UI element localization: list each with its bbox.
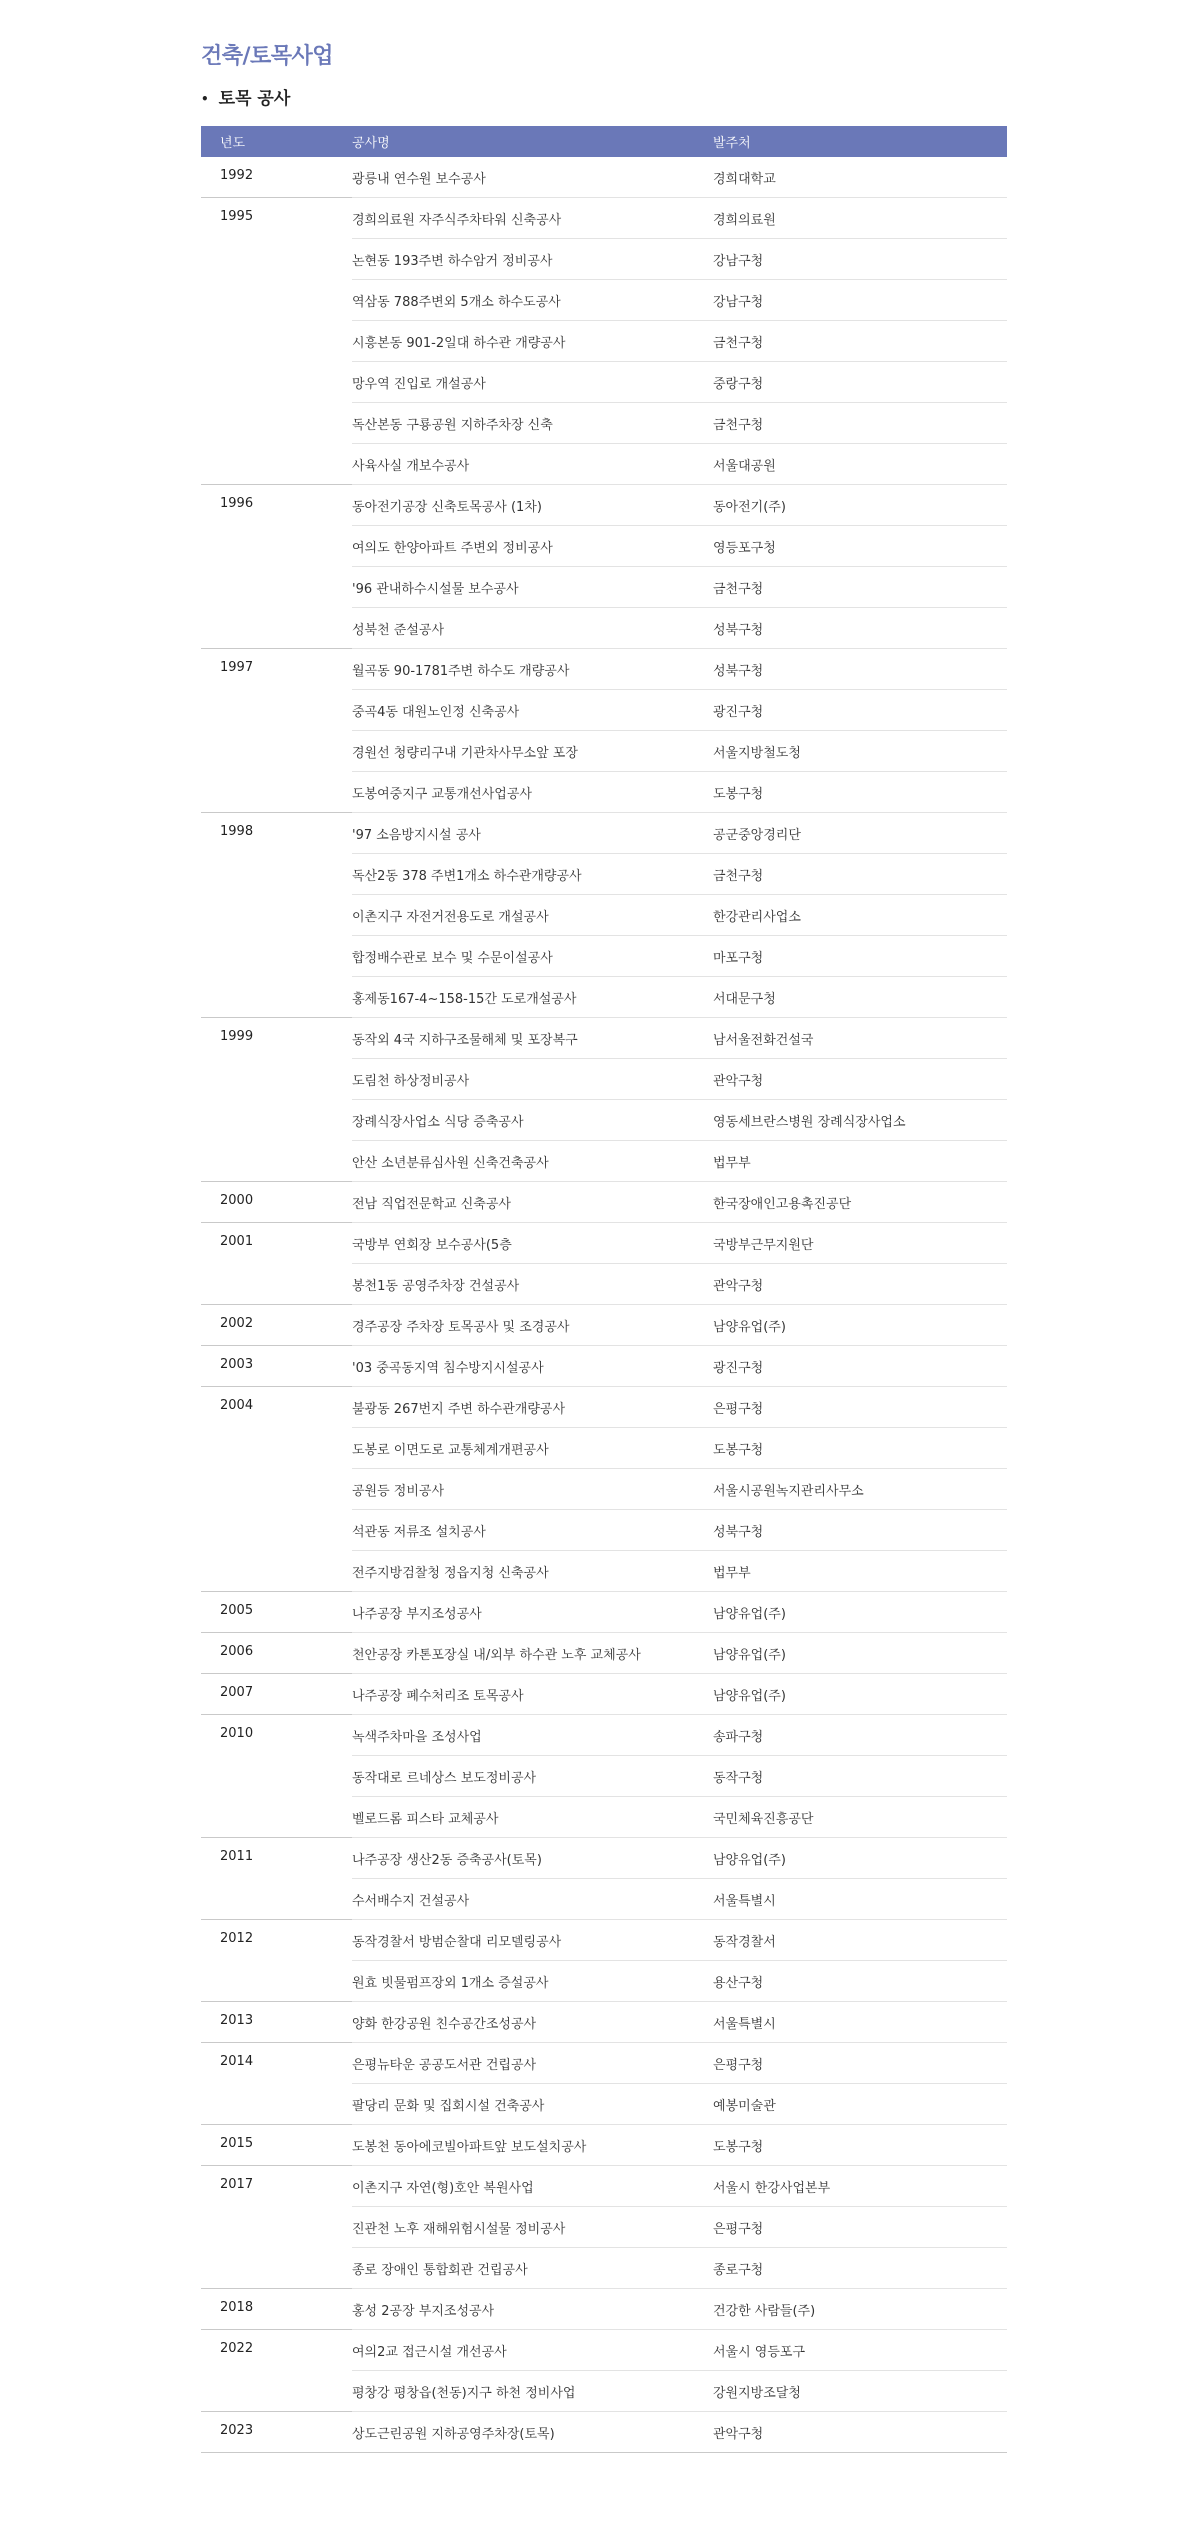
client-cell: 금천구청 [713, 567, 1007, 608]
table-row [201, 1838, 1007, 1879]
table-row [201, 1387, 1007, 1428]
client-cell: 남양유업(주) [713, 1838, 1007, 1879]
table-row [201, 1182, 1007, 1223]
project-name-cell: '03 중곡동지역 침수방지시설공사 [352, 1346, 713, 1387]
client-cell: 은평구청 [713, 2043, 1007, 2084]
project-name-cell: 진관천 노후 재해위험시설물 정비공사 [352, 2207, 713, 2248]
project-name-cell: 평창강 평창읍(천동)지구 하천 정비사업 [352, 2371, 713, 2412]
client-cell: 관악구청 [713, 2412, 1007, 2453]
page-title: 건축/토목사업 [201, 44, 334, 69]
client-cell: 남서울전화건설국 [713, 1018, 1007, 1059]
table-row [201, 1346, 1007, 1387]
year-cell: 2006 [201, 1633, 352, 1674]
table-row [201, 2289, 1007, 2330]
year-cell: 1997 [201, 649, 352, 813]
client-cell: 서울지방철도청 [713, 731, 1007, 772]
year-cell: 2017 [201, 2166, 352, 2289]
client-cell: 용산구청 [713, 1961, 1007, 2002]
client-cell: 광진구청 [713, 690, 1007, 731]
client-cell: 금천구청 [713, 854, 1007, 895]
project-name-cell: 성북천 준설공사 [352, 608, 713, 649]
client-cell: 예봉미술관 [713, 2084, 1007, 2125]
project-name-cell: 동작외 4국 지하구조물해체 및 포장복구 [352, 1018, 713, 1059]
project-name-cell: 수서배수지 건설공사 [352, 1879, 713, 1920]
client-cell: 강원지방조달청 [713, 2371, 1007, 2412]
year-cell: 2012 [201, 1920, 352, 2002]
client-cell: 도봉구청 [713, 2125, 1007, 2166]
client-cell: 동작구청 [713, 1756, 1007, 1797]
year-cell: 2013 [201, 2002, 352, 2043]
year-cell: 2014 [201, 2043, 352, 2125]
project-name-cell: 나주공장 부지조성공사 [352, 1592, 713, 1633]
project-name-cell: 시흥본동 901-2일대 하수관 개량공사 [352, 321, 713, 362]
project-name-cell: 도봉로 이면도로 교통체계개편공사 [352, 1428, 713, 1469]
project-name-cell: 천안공장 카톤포장실 내/외부 하수관 노후 교체공사 [352, 1633, 713, 1674]
year-cell: 1998 [201, 813, 352, 1018]
client-cell: 중랑구청 [713, 362, 1007, 403]
client-cell: 도봉구청 [713, 1428, 1007, 1469]
year-cell: 1995 [201, 198, 352, 485]
table-row [201, 1223, 1007, 1264]
client-cell: 공군중앙경리단 [713, 813, 1007, 854]
year-cell: 2011 [201, 1838, 352, 1920]
table-row [201, 1592, 1007, 1633]
project-name-cell: 공원등 정비공사 [352, 1469, 713, 1510]
project-name-cell: 여의2교 접근시설 개선공사 [352, 2330, 713, 2371]
project-name-cell: 석관동 저류조 설치공사 [352, 1510, 713, 1551]
client-cell: 성북구청 [713, 608, 1007, 649]
client-cell: 경희대학교 [713, 157, 1007, 198]
project-name-cell: 도림천 하상정비공사 [352, 1059, 713, 1100]
year-cell: 2010 [201, 1715, 352, 1838]
header-client: 발주처 [713, 126, 1007, 157]
client-cell: 법무부 [713, 1141, 1007, 1182]
client-cell: 은평구청 [713, 1387, 1007, 1428]
project-name-cell: 광릉내 연수원 보수공사 [352, 157, 713, 198]
client-cell: 서울시공원녹지관리사무소 [713, 1469, 1007, 1510]
project-name-cell: 중곡4동 대원노인정 신축공사 [352, 690, 713, 731]
year-cell: 2018 [201, 2289, 352, 2330]
client-cell: 서울대공원 [713, 444, 1007, 485]
project-name-cell: 나주공장 폐수처리조 토목공사 [352, 1674, 713, 1715]
header-project-name: 공사명 [352, 126, 713, 157]
client-cell: 서울특별시 [713, 2002, 1007, 2043]
project-name-cell: 봉천1동 공영주차장 건설공사 [352, 1264, 713, 1305]
table-row [201, 2330, 1007, 2371]
table-row [201, 1018, 1007, 1059]
project-name-cell: 팔당리 문화 및 집회시설 건축공사 [352, 2084, 713, 2125]
year-cell: 2015 [201, 2125, 352, 2166]
content-container [201, 0, 1007, 2453]
project-name-cell: 홍성 2공장 부지조성공사 [352, 2289, 713, 2330]
client-cell: 서울시 영등포구 [713, 2330, 1007, 2371]
client-cell: 동작경찰서 [713, 1920, 1007, 1961]
project-name-cell: 독산2동 378 주변1개소 하수관개량공사 [352, 854, 713, 895]
project-name-cell: 이촌지구 자전거전용도로 개설공사 [352, 895, 713, 936]
client-cell: 한강관리사업소 [713, 895, 1007, 936]
client-cell: 남양유업(주) [713, 1592, 1007, 1633]
table-row [201, 1674, 1007, 1715]
table-row [201, 813, 1007, 854]
project-name-cell: 양화 한강공원 친수공간조성공사 [352, 2002, 713, 2043]
project-name-cell: 사육사실 개보수공사 [352, 444, 713, 485]
project-name-cell: 여의도 한양아파트 주변외 정비공사 [352, 526, 713, 567]
project-name-cell: '96 관내하수시설물 보수공사 [352, 567, 713, 608]
client-cell: 서울시 한강사업본부 [713, 2166, 1007, 2207]
project-name-cell: 나주공장 생산2동 증축공사(토목) [352, 1838, 713, 1879]
client-cell: 강남구청 [713, 280, 1007, 321]
project-name-cell: 홍제동167-4~158-15간 도로개설공사 [352, 977, 713, 1018]
project-name-cell: 망우역 진입로 개설공사 [352, 362, 713, 403]
project-name-cell: 불광동 267번지 주변 하수관개량공사 [352, 1387, 713, 1428]
client-cell: 남양유업(주) [713, 1633, 1007, 1674]
client-cell: 국방부근무지원단 [713, 1223, 1007, 1264]
project-name-cell: 안산 소년분류심사원 신축건축공사 [352, 1141, 713, 1182]
year-cell: 2007 [201, 1674, 352, 1715]
project-name-cell: 벨로드롬 피스타 교체공사 [352, 1797, 713, 1838]
year-cell: 2001 [201, 1223, 352, 1305]
client-cell: 마포구청 [713, 936, 1007, 977]
table-row [201, 2166, 1007, 2207]
client-cell: 도봉구청 [713, 772, 1007, 813]
project-name-cell: 월곡동 90-1781주변 하수도 개량공사 [352, 649, 713, 690]
client-cell: 영등포구청 [713, 526, 1007, 567]
client-cell: 남양유업(주) [713, 1674, 1007, 1715]
client-cell: 강남구청 [713, 239, 1007, 280]
project-name-cell: 논현동 193주변 하수암거 정비공사 [352, 239, 713, 280]
section-title [201, 84, 1007, 114]
project-name-cell: 합정배수관로 보수 및 수문이설공사 [352, 936, 713, 977]
table-row [201, 2043, 1007, 2084]
project-name-cell: 도봉여중지구 교통개선사업공사 [352, 772, 713, 813]
client-cell: 동아전기(주) [713, 485, 1007, 526]
year-cell: 2000 [201, 1182, 352, 1223]
project-name-cell: 전남 직업전문학교 신축공사 [352, 1182, 713, 1223]
table-row [201, 485, 1007, 526]
client-cell: 서대문구청 [713, 977, 1007, 1018]
client-cell: 건강한 사람들(주) [713, 2289, 1007, 2330]
project-name-cell: 전주지방검찰청 정읍지청 신축공사 [352, 1551, 713, 1592]
project-name-cell: 경희의료원 자주식주차타워 신축공사 [352, 198, 713, 239]
client-cell: 국민체육진흥공단 [713, 1797, 1007, 1838]
project-name-cell: 경주공장 주차장 토목공사 및 조경공사 [352, 1305, 713, 1346]
project-name-cell: 원효 빗물펌프장외 1개소 증설공사 [352, 1961, 713, 2002]
table-body [201, 157, 1007, 2453]
client-cell: 은평구청 [713, 2207, 1007, 2248]
header-year: 년도 [201, 126, 352, 157]
project-name-cell: 도봉천 동아에코빌아파트앞 보도설치공사 [352, 2125, 713, 2166]
project-name-cell: 국방부 연회장 보수공사(5층 [352, 1223, 713, 1264]
project-name-cell: 상도근린공원 지하공영주차장(토목) [352, 2412, 713, 2453]
table-row [201, 198, 1007, 239]
project-name-cell: 은평뉴타운 공공도서관 건립공사 [352, 2043, 713, 2084]
table-row [201, 1920, 1007, 1961]
client-cell: 한국장애인고용촉진공단 [713, 1182, 1007, 1223]
table-header [201, 126, 1007, 157]
project-name-cell: 동아전기공장 신축토목공사 (1차) [352, 485, 713, 526]
table-row [201, 1715, 1007, 1756]
project-name-cell: 이촌지구 자연(형)호안 복원사업 [352, 2166, 713, 2207]
table-row [201, 157, 1007, 198]
project-name-cell: 녹색주차마을 조성사업 [352, 1715, 713, 1756]
projects-table [201, 126, 1007, 2453]
client-cell: 경희의료원 [713, 198, 1007, 239]
table-row [201, 2002, 1007, 2043]
year-cell: 2005 [201, 1592, 352, 1633]
bullet-icon: • [201, 92, 209, 106]
year-cell: 2002 [201, 1305, 352, 1346]
project-name-cell: 역삼동 788주변외 5개소 하수도공사 [352, 280, 713, 321]
client-cell: 금천구청 [713, 403, 1007, 444]
project-name-cell: 동작대로 르네상스 보도정비공사 [352, 1756, 713, 1797]
client-cell: 법무부 [713, 1551, 1007, 1592]
section-title-text: 토목 공사 [218, 89, 291, 109]
table-row [201, 2125, 1007, 2166]
client-cell: 금천구청 [713, 321, 1007, 362]
year-cell: 1999 [201, 1018, 352, 1182]
table-row [201, 649, 1007, 690]
project-name-cell: 경원선 청량리구내 기관차사무소앞 포장 [352, 731, 713, 772]
client-cell: 서울특별시 [713, 1879, 1007, 1920]
client-cell: 종로구청 [713, 2248, 1007, 2289]
year-cell: 1996 [201, 485, 352, 649]
client-cell: 남양유업(주) [713, 1305, 1007, 1346]
table-row [201, 2412, 1007, 2453]
project-name-cell: '97 소음방지시설 공사 [352, 813, 713, 854]
year-cell: 2003 [201, 1346, 352, 1387]
client-cell: 관악구청 [713, 1264, 1007, 1305]
year-cell: 2023 [201, 2412, 352, 2453]
year-cell: 2022 [201, 2330, 352, 2412]
project-name-cell: 동작경찰서 방범순찰대 리모델링공사 [352, 1920, 713, 1961]
project-name-cell: 장례식장사업소 식당 증축공사 [352, 1100, 713, 1141]
client-cell: 성북구청 [713, 649, 1007, 690]
year-cell: 2004 [201, 1387, 352, 1592]
client-cell: 관악구청 [713, 1059, 1007, 1100]
table-row [201, 1305, 1007, 1346]
client-cell: 광진구청 [713, 1346, 1007, 1387]
table-row [201, 1633, 1007, 1674]
project-name-cell: 독산본동 구룡공원 지하주차장 신축 [352, 403, 713, 444]
client-cell: 송파구청 [713, 1715, 1007, 1756]
year-cell: 1992 [201, 157, 352, 198]
client-cell: 성북구청 [713, 1510, 1007, 1551]
project-name-cell: 종로 장애인 통합회관 건립공사 [352, 2248, 713, 2289]
client-cell: 영동세브란스병원 장례식장사업소 [713, 1100, 1007, 1141]
